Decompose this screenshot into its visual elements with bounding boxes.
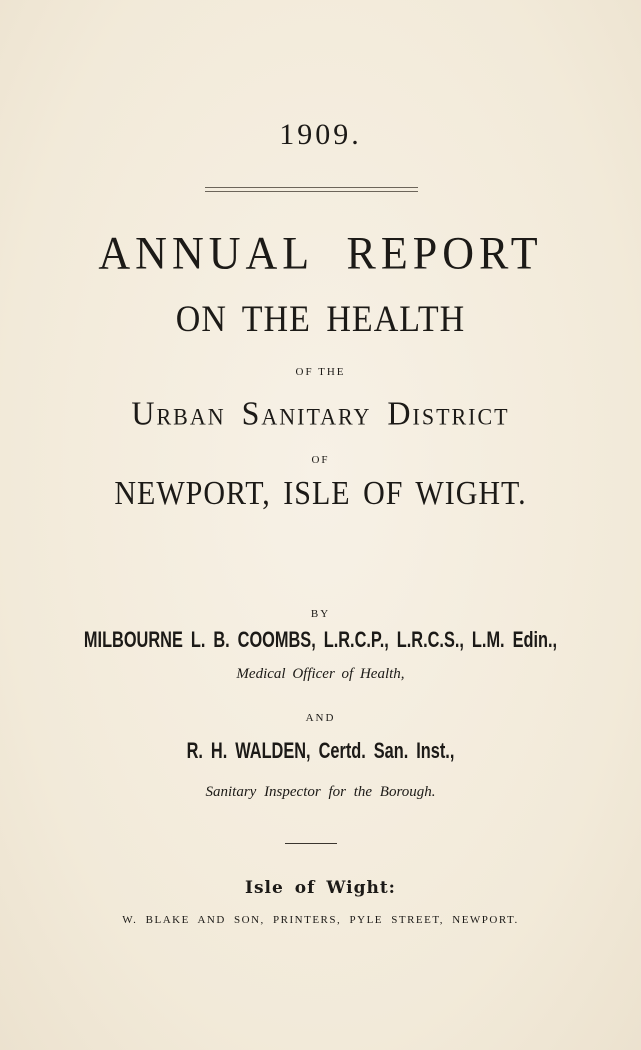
by-connector: BY — [310, 608, 331, 620]
printer-imprint: W. BLAKE AND SON, PRINTERS, PYLE STREET, NEWPORT. — [122, 914, 519, 926]
of-the-connector: OF THE — [295, 366, 346, 378]
report-subtitle: ON THE HEALTH — [175, 299, 466, 340]
author-primary-role: Medical Officer of Health, — [236, 666, 405, 682]
and-connector: AND — [305, 712, 336, 724]
place-name: NEWPORT, ISLE OF WIGHT. — [114, 474, 527, 512]
of-connector: OF — [311, 454, 330, 466]
author-secondary: R. H. WALDEN, Certd. San. Inst., — [186, 739, 455, 764]
imprint-place: Isle of Wight: — [245, 878, 396, 898]
short-rule-divider — [285, 843, 337, 844]
author-primary: MILBOURNE L. B. COOMBS, L.R.C.P., L.R.C.S., L.M. Edin., — [83, 628, 558, 653]
district-name: Urban Sanitary District — [131, 394, 510, 432]
report-year: 1909. — [279, 118, 362, 151]
double-rule-divider — [205, 187, 418, 192]
report-title: ANNUAL REPORT — [98, 227, 543, 280]
author-secondary-role: Sanitary Inspector for the Borough. — [205, 784, 436, 800]
